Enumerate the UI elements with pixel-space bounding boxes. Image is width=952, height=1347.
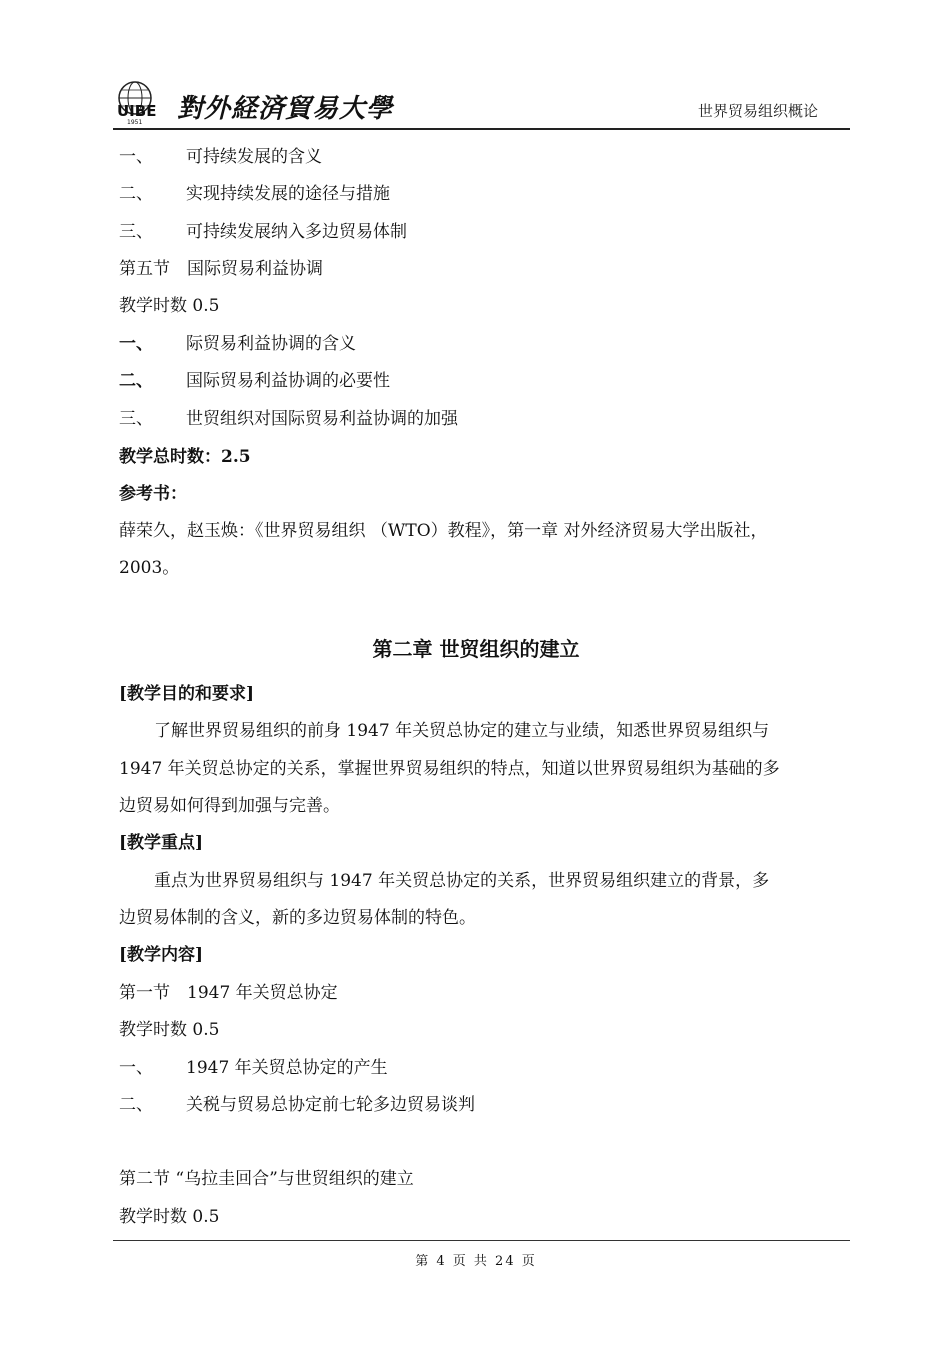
list-item: 一、 际贸易利益协调的含义 xyxy=(119,334,356,354)
teaching-hours: 教学时数 0.5 xyxy=(119,1207,220,1227)
focus-heading: [教学重点] xyxy=(119,833,204,853)
section-title: 第五节 国际贸易利益协调 xyxy=(119,259,323,279)
header-divider xyxy=(113,128,850,130)
list-item: 二、 实现持续发展的途径与措施 xyxy=(119,184,390,204)
content-heading: [教学内容] xyxy=(119,945,204,965)
list-item: 一、 可持续发展的含义 xyxy=(119,147,322,167)
section-title: 第二节 “乌拉圭回合”与世贸组织的建立 xyxy=(119,1169,414,1189)
chapter-title: 第二章 世贸组织的建立 xyxy=(372,637,580,661)
svg-text:UIBE: UIBE xyxy=(117,102,157,120)
paragraph-line: 重点为世界贸易组织与 1947 年关贸总协定的关系，世界贸易组织建立的背景，多 xyxy=(154,871,770,891)
university-logo-icon xyxy=(113,76,173,126)
list-item: 二、 关税与贸易总协定前七轮多边贸易谈判 xyxy=(119,1095,475,1115)
objectives-heading: [教学目的和要求] xyxy=(119,684,255,704)
list-item: 三、 可持续发展纳入多边贸易体制 xyxy=(119,222,407,242)
list-item: 三、 世贸组织对国际贸易利益协调的加强 xyxy=(119,409,458,429)
reference-text: 2003。 xyxy=(119,558,180,578)
teaching-hours: 教学时数 0.5 xyxy=(119,1020,220,1040)
teaching-hours: 教学时数 0.5 xyxy=(119,296,220,316)
list-item: 二、 国际贸易利益协调的必要性 xyxy=(119,371,390,391)
university-name: 對外経済貿易大學 xyxy=(177,94,394,124)
paragraph-line: 了解世界贸易组织的前身 1947 年关贸总协定的建立与业绩，知悉世界贸易组织与 xyxy=(154,721,770,741)
section-title: 第一节 1947 年关贸总协定 xyxy=(119,983,338,1003)
reference-label: 参考书： xyxy=(119,484,187,504)
reference-text: 薛荣久，赵玉焕：《世界贸易组织 （WTO）教程》，第一章 对外经济贸易大学出版社， xyxy=(119,521,768,541)
paragraph-line: 边贸易体制的含义，新的多边贸易体制的特色。 xyxy=(119,908,476,928)
page-header xyxy=(113,74,850,130)
total-hours: 教学总时数：2.5 xyxy=(119,447,251,467)
course-title: 世界贸易组织概论 xyxy=(697,102,818,120)
paragraph-line: 边贸易如何得到加强与完善。 xyxy=(119,796,340,816)
page-number: 第 4 页 共 24 页 xyxy=(415,1254,537,1269)
paragraph-line: 1947 年关贸总协定的关系，掌握世界贸易组织的特点，知道以世界贸易组织为基础的多 xyxy=(119,759,780,779)
footer-divider xyxy=(113,1240,850,1241)
list-item: 一、 1947 年关贸总协定的产生 xyxy=(119,1058,388,1078)
svg-text:1951: 1951 xyxy=(127,119,143,126)
